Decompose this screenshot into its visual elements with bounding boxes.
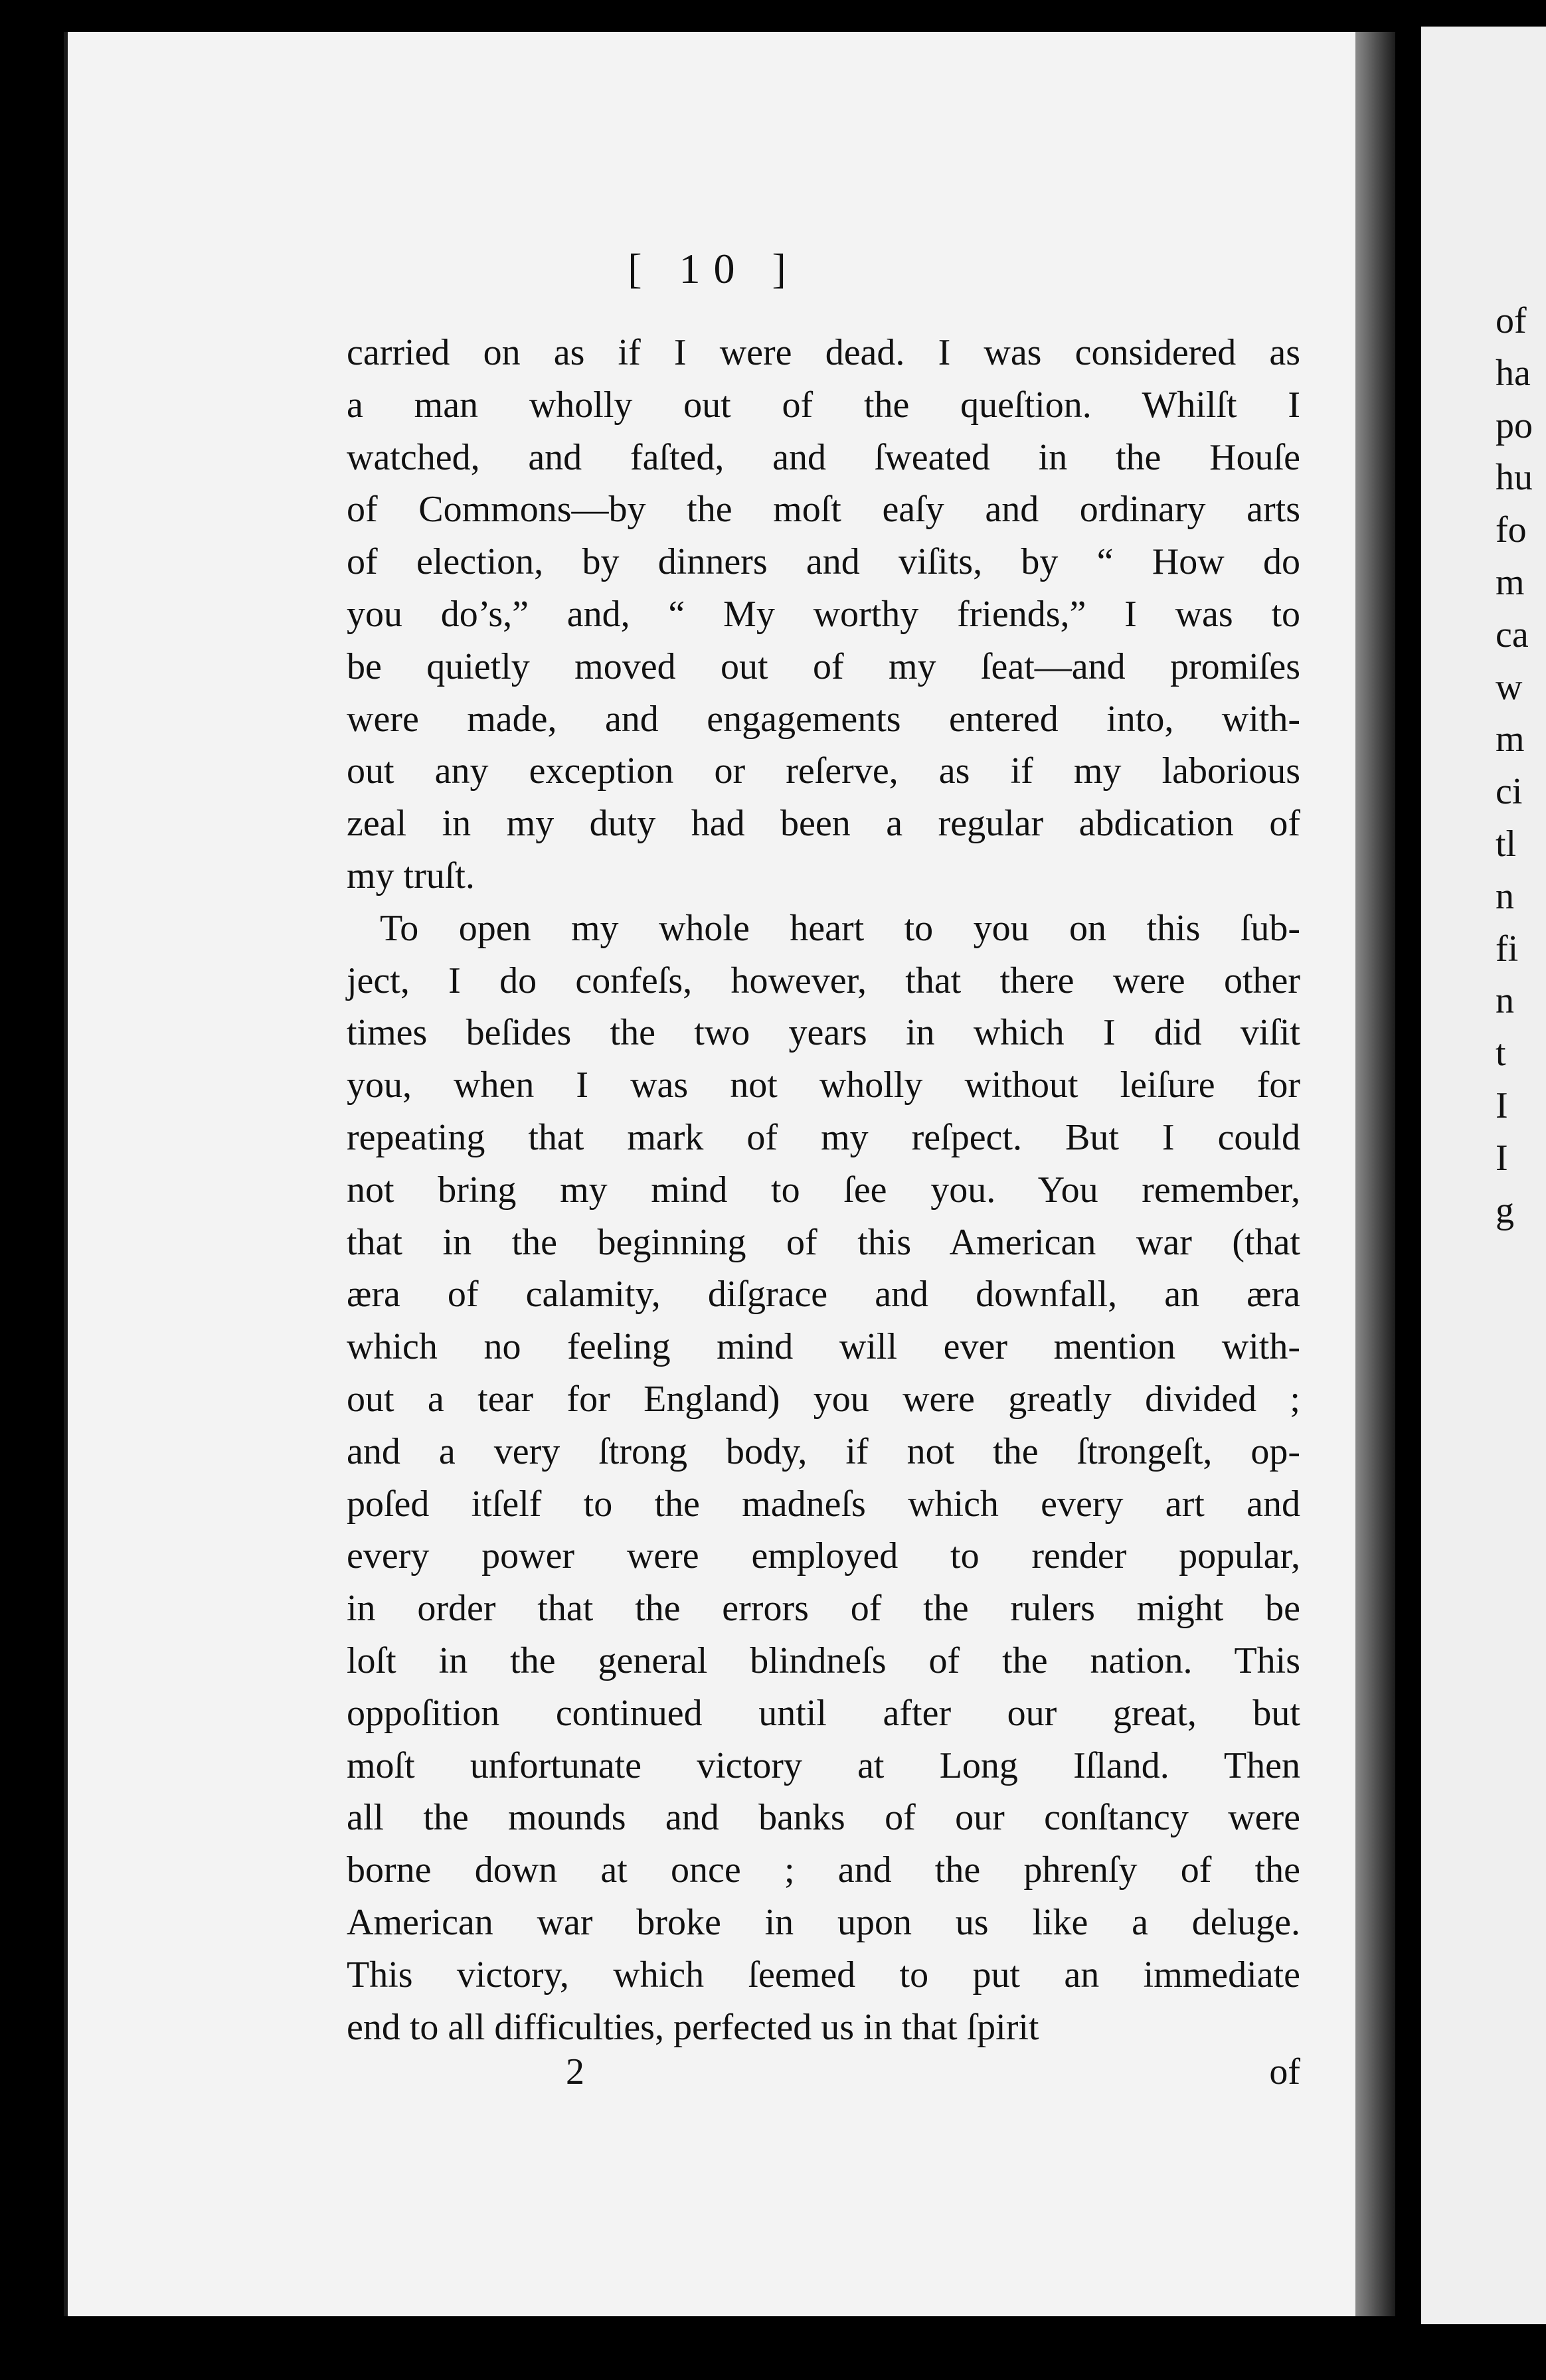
text-line: oppoſition continued until after our great, but [347, 1692, 1300, 1734]
text-line: carried on as if I were dead. I was considered as [347, 332, 1300, 373]
text-line: borne down at once ; and the phrenſy of the [347, 1849, 1300, 1891]
text-line: all the mounds and banks of our conſtancy were [347, 1797, 1300, 1839]
facing-page-fragment: n [1496, 980, 1514, 1022]
text-line: every power were employed to render popular, [347, 1535, 1300, 1577]
text-line: times beſides the two years in which I did viſit [347, 1012, 1300, 1054]
text-line: were made, and engagements entered into, with- [347, 698, 1300, 740]
facing-page-fragment: n [1496, 875, 1514, 917]
facing-page-fragment: ca [1496, 614, 1529, 655]
text-line: my truſt. [347, 855, 475, 896]
book-page [64, 32, 1359, 2316]
signature-mark: 2 [566, 2051, 584, 2092]
text-line: poſed itſelf to the madneſs which every art and [347, 1483, 1300, 1525]
facing-page-fragment: po [1496, 404, 1533, 446]
facing-page-fragment: I [1496, 1137, 1508, 1179]
text-line: repeating that mark of my reſpect. But I could [347, 1116, 1300, 1158]
facing-page-fragment: ci [1496, 771, 1523, 813]
facing-page-fragment: ha [1496, 352, 1531, 394]
text-line: zeal in my duty had been a regular abdication of [347, 803, 1300, 845]
text-line: you do’s,” and, “ My worthy friends,” I was to [347, 593, 1300, 635]
text-line: be quietly moved out of my ſeat—and promiſes [347, 645, 1300, 687]
text-line: that in the beginning of this American war (that [347, 1221, 1300, 1263]
facing-page-fragment: m [1496, 719, 1525, 760]
facing-page-fragment: I [1496, 1084, 1508, 1126]
text-line: moſt unfortunate victory at Long Iſland. Then [347, 1744, 1300, 1786]
text-line: out a tear for England) you were greatly divided ; [347, 1378, 1300, 1420]
facing-page-fragment: hu [1496, 457, 1533, 499]
text-block [347, 327, 1300, 2053]
facing-page-fragments [1496, 295, 1546, 1236]
text-line: ject, I do confeſs, however, that there were other [347, 960, 1300, 1001]
facing-page-fragment: g [1496, 1189, 1514, 1231]
text-line: a man wholly out of the queſtion. Whilſt I [347, 384, 1300, 426]
text-line: and a very ſtrong body, if not the ſtrongeſt, op- [347, 1430, 1300, 1472]
catchword: of [1269, 2051, 1300, 2092]
text-line: which no feeling mind will ever mention with- [347, 1326, 1300, 1368]
text-line: you, when I was not wholly without leiſure for [347, 1064, 1300, 1106]
text-line: end to all difficulties, perfected us in that ſpirit [347, 2006, 1039, 2048]
facing-page-fragment: tl [1496, 823, 1517, 865]
text-line: æra of calamity, diſgrace and downfall, an æra [347, 1274, 1300, 1316]
facing-page-fragment: t [1496, 1033, 1506, 1074]
text-line: This victory, which ſeemed to put an immediate [347, 1954, 1300, 1996]
facing-page-fragment: of [1496, 300, 1527, 341]
facing-page-fragment: fi [1496, 928, 1519, 970]
text-line: loſt in the general blindneſs of the nation. This [347, 1640, 1300, 1681]
page-footer [347, 2051, 1300, 2097]
text-line: of election, by dinners and viſits, by “ How do [347, 541, 1300, 583]
text-line: in order that the errors of the rulers might be [347, 1588, 1300, 1630]
gutter-shadow [1355, 32, 1395, 2316]
facing-page-fragment: fo [1496, 509, 1527, 551]
text-line: of Commons—by the moſt eaſy and ordinary arts [347, 489, 1300, 531]
page-number: [ 10 ] [628, 245, 800, 292]
text-line: not bring my mind to ſee you. You remember, [347, 1169, 1300, 1211]
text-line: watched, and faſted, and ſweated in the Houſe [347, 436, 1300, 478]
text-line: American war broke in upon us like a deluge. [347, 1901, 1300, 1943]
text-line: To open my whole heart to you on this ſub- [380, 907, 1300, 949]
facing-page-fragment: w [1496, 666, 1523, 708]
facing-page-fragment: m [1496, 561, 1525, 603]
text-line: out any exception or reſerve, as if my laborious [347, 750, 1300, 792]
